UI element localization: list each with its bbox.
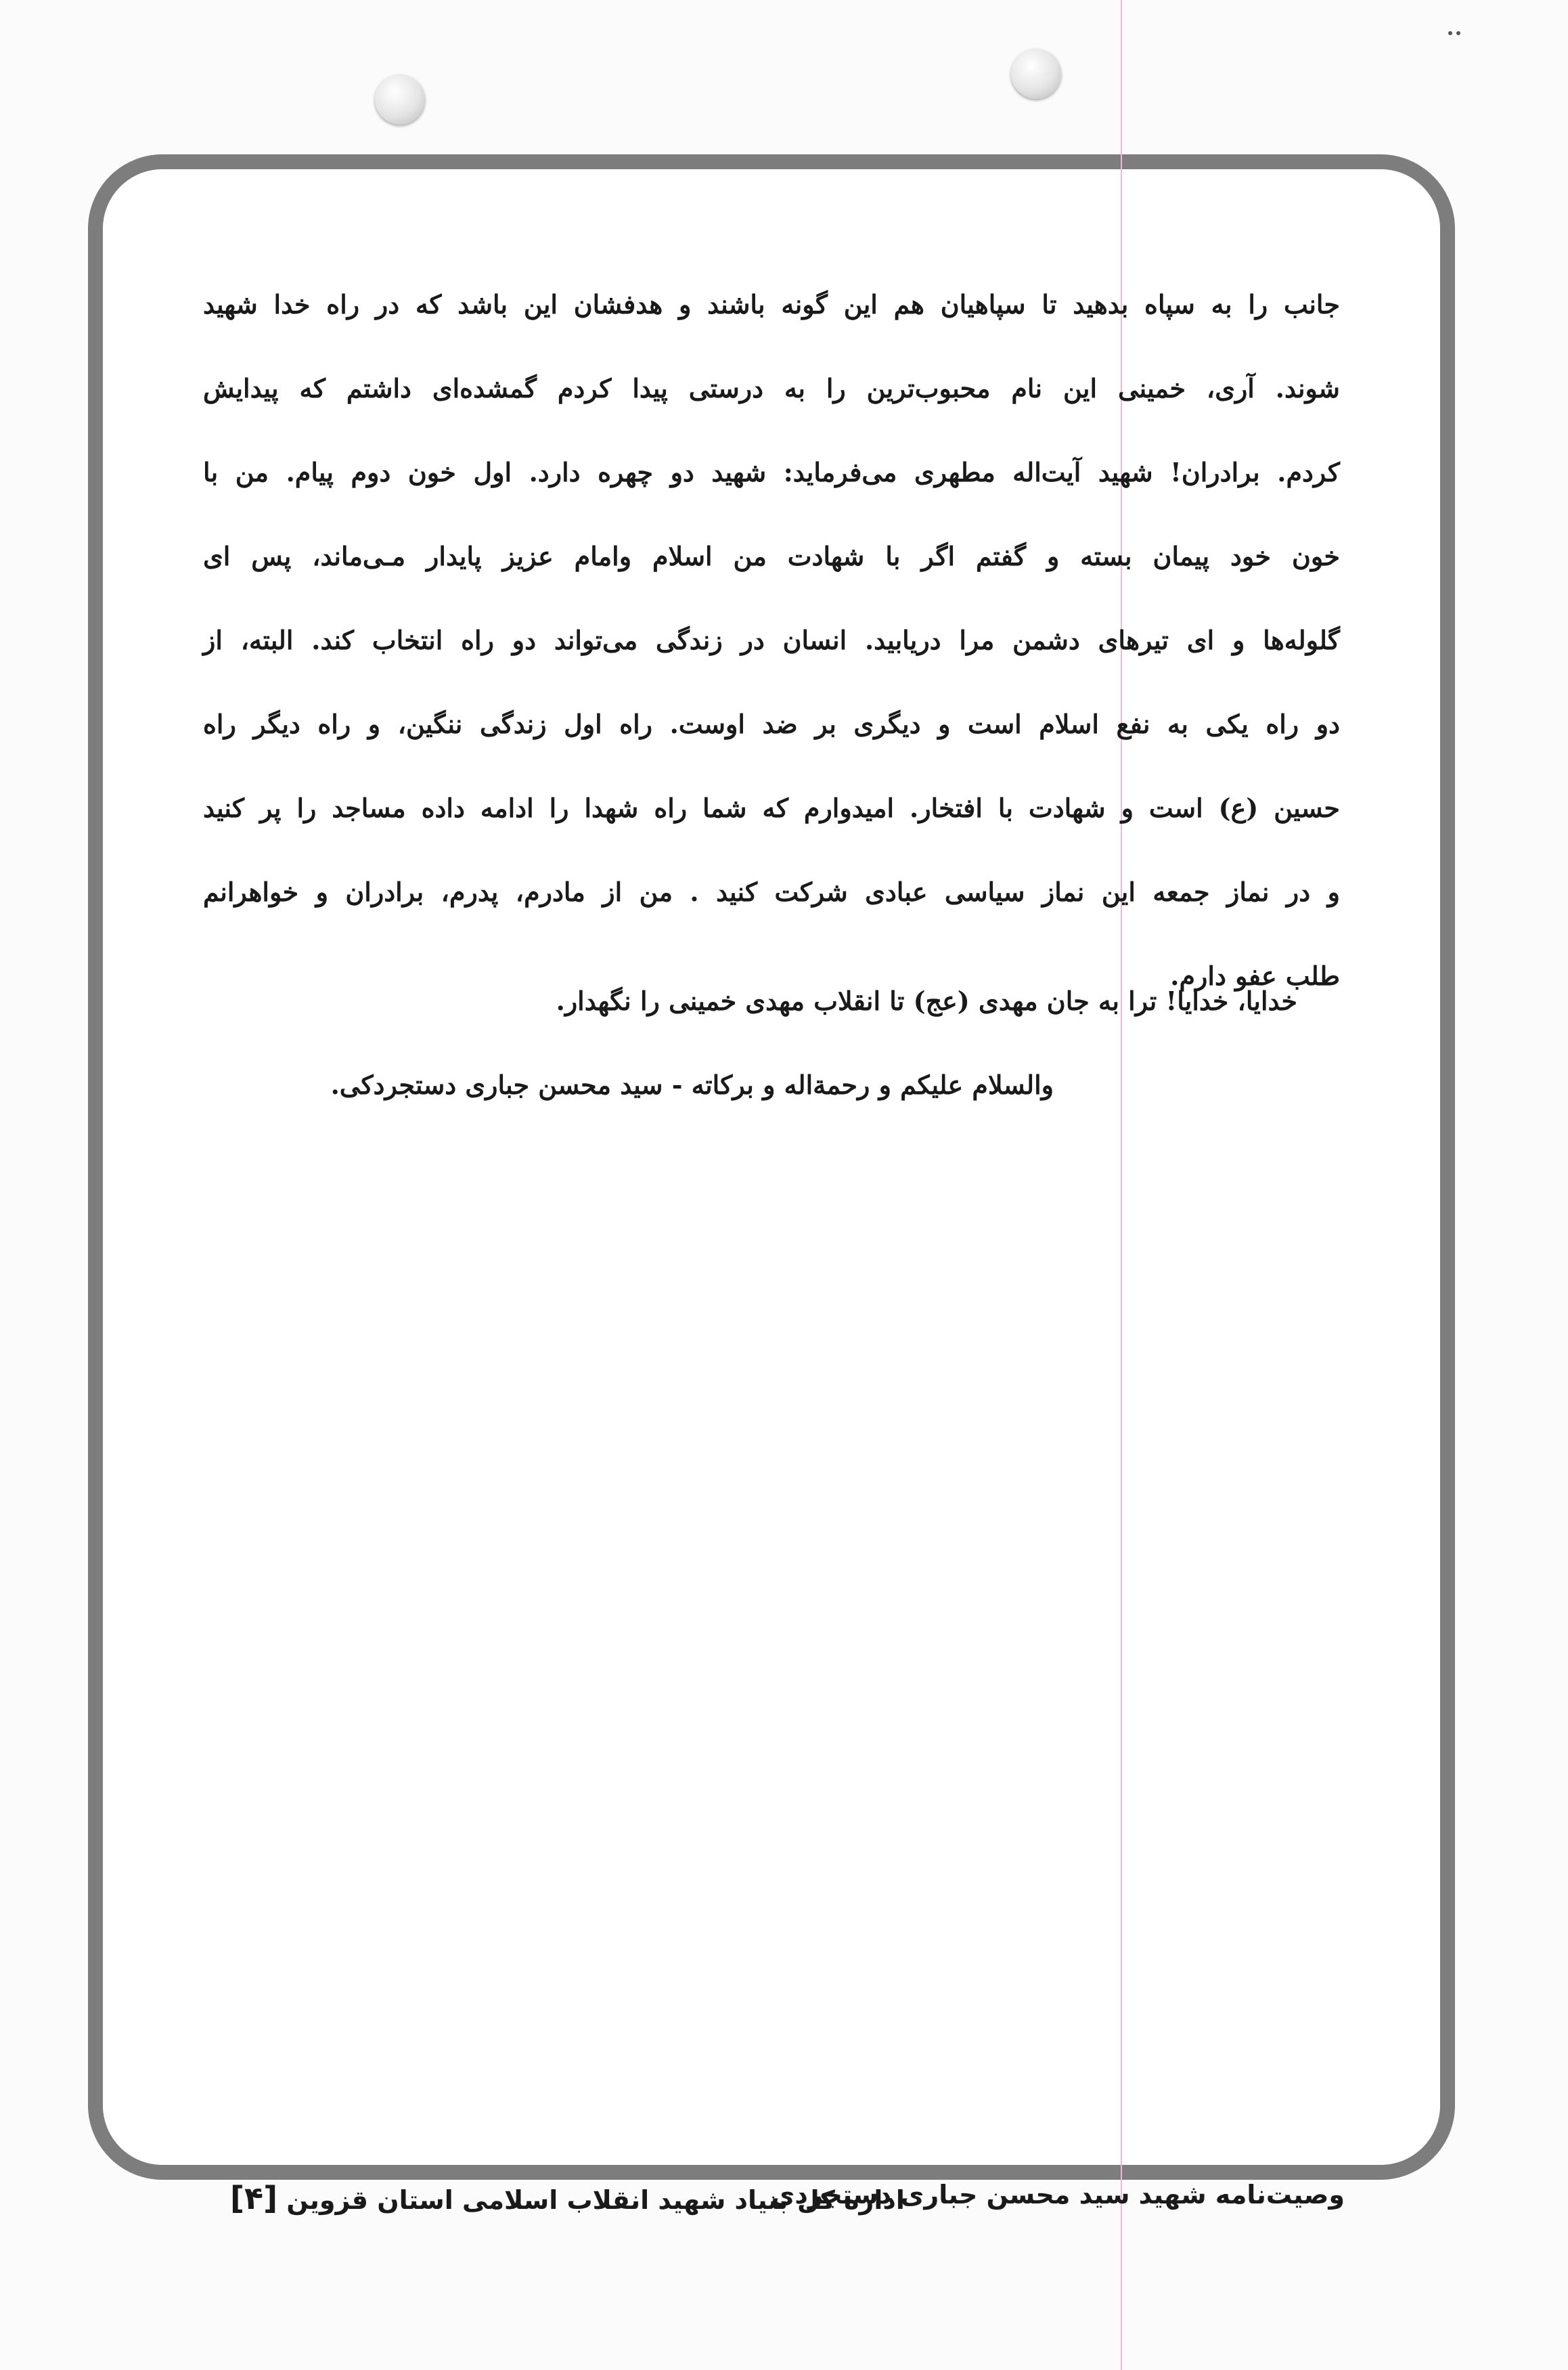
body-line: طلب عفو دارم. [1170,961,1340,991]
scan-speck [1448,31,1452,35]
footer-document-title: وصیت‌نامه شهید سید محسن جباری دستجردی [771,2180,1345,2210]
body-line: خون خود پیمان بسته و گفتم اگر با شهادت من اسلام وامام عزیز پایدار مـی‌ماند، پس ای [203,541,1340,571]
body-line: گلوله‌ها و ای تیرهای دشمن مرا دریابید. انسان در زندگی می‌تواند دو راه انتخاب کند. البته، از [203,625,1340,655]
punch-hole [1011,49,1061,99]
footer-organization-text: اداره کل بنیاد شهید انقلاب اسلامی استان قزوین [286,2185,905,2215]
body-line: و در نماز جمعه این نماز سیاسی عبادی شرکت کنید . من از مادرم، پدرم، برادران و خواهرانم [203,877,1340,907]
will-body-text [203,263,1340,1018]
scan-speck [1456,31,1460,35]
body-paragraph [203,263,1340,1018]
body-line: حسین (ع) است و شهادت با افتخار. امیدوارم که شما راه شهدا را ادامه داده مساجد را پر کنید [203,793,1340,823]
punch-hole [375,74,425,125]
page-number: [۴] [230,2180,278,2216]
prayer-line: خدایا، خدایا! ترا به جان مهدی (عج) تا انقلاب مهدی خمینی را نگهدار. [556,986,1297,1016]
closing-signature: والسلام علیکم و رحمةاله و برکاته - سید محسن جباری دستجردکی. [330,1070,1054,1100]
body-line: دو راه یکی به نفع اسلام است و دیگری بر ضد اوست. راه اول زندگی ننگین، و راه دیگر راه [203,709,1340,739]
body-line: کردم. برادران! شهید آیت‌اله مطهری می‌فرماید: شهید دو چهره دارد. اول خون دوم پیام. من با [203,457,1340,487]
body-line: جانب را به سپاه بدهید تا سپاهیان هم این گونه باشند و هدفشان این باشد که در راه خدا شهید [203,289,1340,320]
body-line: شوند. آری، خمینی این نام محبوب‌ترین را به درستی پیدا کردم گمشده‌ای داشتم که پیدایش [203,373,1340,403]
